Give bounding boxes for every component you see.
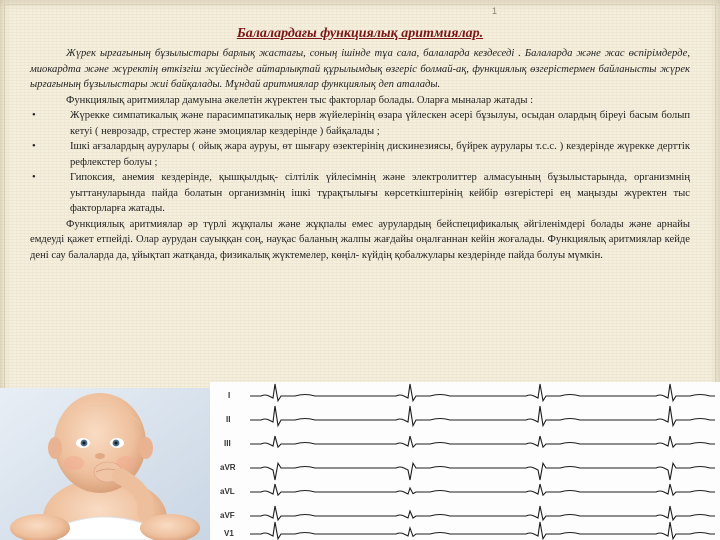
ecg-lead-label: V1: [224, 529, 234, 538]
ecg-trace: [250, 506, 715, 520]
ecg-lead-label: aVL: [220, 487, 235, 496]
baby-illustration: [0, 388, 210, 540]
ecg-lead-labels: [220, 391, 236, 538]
ecg-trace: [250, 463, 715, 480]
ecg-lead-label: II: [226, 415, 231, 424]
bullet-item: [30, 170, 690, 217]
ecg-strip: [210, 382, 720, 540]
bullet-item: [30, 108, 690, 139]
ecg-chart: [210, 382, 720, 540]
ecg-traces: [250, 384, 715, 539]
bullet-item: [30, 139, 690, 170]
bullet-symbol: •: [32, 141, 36, 152]
ecg-trace: [250, 406, 715, 426]
bullet-symbol: •: [32, 172, 36, 183]
bullet-symbol: •: [32, 110, 36, 121]
ecg-lead-label: aVF: [220, 511, 235, 520]
slide-title: Балалардағы функциялық аритмиялар.: [236, 26, 484, 41]
page-number: 1: [492, 6, 498, 16]
body-text: [30, 46, 690, 263]
bullet-text: Ішкі ағзалардың аурулары ( ойық жара ауруы, өт шығару өзектерінің дискинезиясы, бүйрек аурулары т.с.с. ) кездерінде жүрекке дерттік рефлекстер болуы ;: [70, 141, 690, 168]
ecg-lead-label: III: [224, 439, 231, 448]
ecg-trace: [250, 484, 715, 495]
intro-paragraph: Жүрек ырғағының бұзылыстары барлық жастағы, соның ішінде тұа сала, балаларда кездеседі . Балаларда және жас өспірімдерде, миокардта және жүректің өткізгіш жүйесінде айтарлықтай құрылымдық өзгеріс болмай-ақ, функциялық өзгерістермен байланысты жүрек ырғағының бұзылыстары жиі байқалады. Мұндай аритмиялар функциялық деп аталады.: [30, 48, 690, 90]
ecg-lead-label: aVR: [220, 463, 236, 472]
conclusion-paragraph: Функциялық аритмиялар әр түрлі жұқпалы және жұқпалы емес аурулардың бейспецификалық әйгіленімдері болады және арнайы емдеуді қажет етпейді. Олар аурудан сауыққан соң, науқас баланың жалпы жағдайы оңалғаннан кейін жоғалады. Функциялық аритмиялар кейде дені сау балаларда да, ұйықтап жатқанда, физикалық жүктемелер, көңіл- күйдің қобалжулары кездерінде пайда болуы мүмкін.: [30, 218, 690, 261]
ecg-trace: [250, 384, 715, 401]
ecg-trace: [250, 522, 715, 539]
factors-paragraph: Функциялық аритмиялар дамуына әкелетін жүректен тыс факторлар болады. Оларға мыналар жатады :: [66, 94, 534, 106]
baby-photo: [0, 388, 210, 540]
ecg-trace: [250, 436, 715, 447]
bullet-text: Жүрекке симпатикалық және парасимпатикалық нерв жүйелерінің өзара үйлескен әсері бұзылуы, осыдан олардың біреуі басым болып кетуі ( неврозадр, стрестер және эмоциялар кездерінде ) байқалады ;: [70, 110, 690, 137]
bullet-text: Гипоксия, анемия кездерінде, қышқылдық- сілтілік үйлесімнің және электролиттер алмасуының бұзылыстарында, организмнің уыттануларында пайда болатын организмнің ішкі тұрақтылығы көрсеткіштерінің кейбір өзгерістері ең маңызды жүректен тыс факторларға жатады.: [70, 172, 690, 214]
ecg-lead-label: I: [228, 391, 231, 400]
